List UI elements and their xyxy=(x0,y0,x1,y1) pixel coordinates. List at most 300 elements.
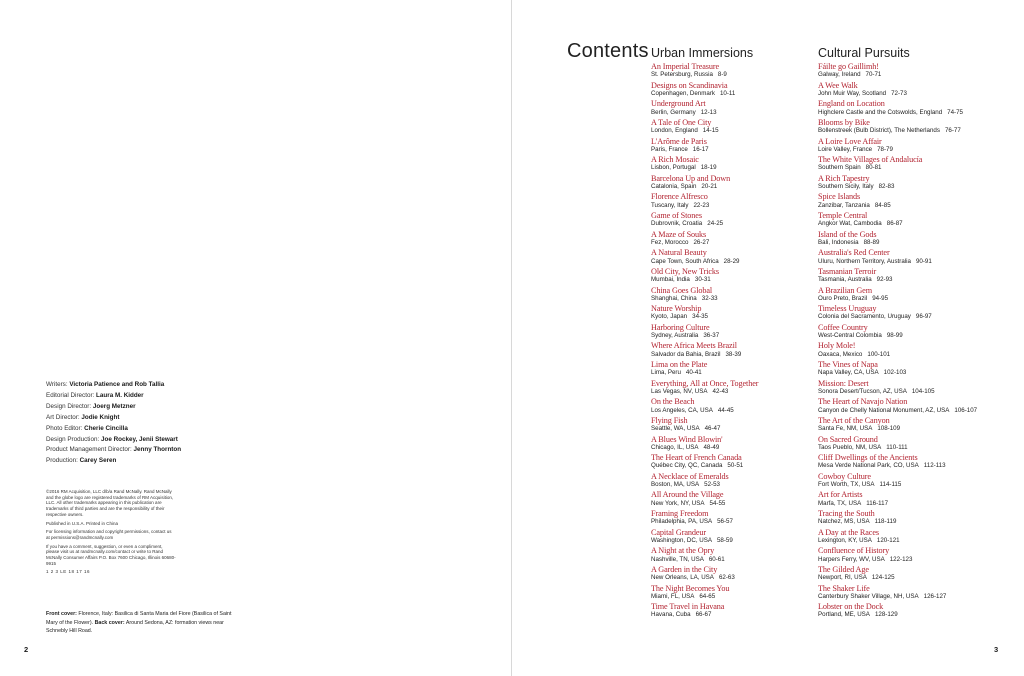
contents-entry[interactable] xyxy=(651,174,826,193)
entry-pages: 20-21 xyxy=(701,183,718,191)
entry-pages: 78-79 xyxy=(877,145,893,153)
contents-entry[interactable] xyxy=(651,137,826,156)
entry-title[interactable]: Cliff Dwellings of the Ancients xyxy=(818,453,918,463)
contents-entry[interactable] xyxy=(818,528,993,547)
entry-subline xyxy=(651,611,826,620)
contents-entry[interactable] xyxy=(651,397,826,416)
contents-entry[interactable] xyxy=(651,565,826,584)
credit-row xyxy=(46,391,246,402)
entry-location: Galway, Ireland xyxy=(818,71,861,79)
entry-title[interactable]: The White Villages of Andalucía xyxy=(818,155,923,165)
entry-location: Mumbai, India xyxy=(651,276,690,284)
entry-title[interactable]: L'Arôme de Paris xyxy=(651,136,707,146)
entry-pages: 24-25 xyxy=(707,220,724,228)
entry-pages: 8-9 xyxy=(717,71,727,79)
entry-pages: 28-29 xyxy=(723,257,740,265)
entry-pages: 58-59 xyxy=(716,536,733,544)
entry-pages: 38-39 xyxy=(725,350,742,358)
contents-entry[interactable] xyxy=(818,323,993,342)
entry-location: Ouro Preto, Brazil xyxy=(818,294,868,302)
entry-pages: 16-17 xyxy=(692,145,709,153)
entry-title[interactable]: Designs on Scandinavia xyxy=(651,80,728,90)
entry-location: Lexington, KY, USA xyxy=(818,536,872,544)
entry-pages: 108-109 xyxy=(877,425,901,433)
entry-pages: 84-85 xyxy=(874,201,891,209)
entry-subline xyxy=(818,109,993,118)
entry-subline xyxy=(651,388,826,397)
entry-location: Berlin, Germany xyxy=(651,108,696,116)
back-cover-text: Around Sedona, AZ: formation views near Schnebly Hill Road. xyxy=(46,619,224,635)
entry-location: Canterbury Shaker Village, NH, USA xyxy=(818,592,919,600)
entry-title[interactable]: A Maze of Souks xyxy=(651,229,707,239)
entry-subline xyxy=(818,127,993,136)
entry-location: Nashville, TN, USA xyxy=(651,555,704,563)
entry-subline xyxy=(651,313,826,322)
entry-title[interactable]: On the Beach xyxy=(651,397,695,407)
contents-entry[interactable] xyxy=(818,397,993,416)
copyright-paragraph: If you have a comment, suggestion, or even a compliment, please visit us at randmcnally.com/contact or write to Rand McNally Consumer Affairs P.O. Box 7600 Chicago, Illinois 60680-9915 xyxy=(46,543,176,566)
credit-name: Cherie Cincilla xyxy=(84,424,128,432)
contents-entry[interactable] xyxy=(651,528,826,547)
entry-subline xyxy=(818,146,993,155)
entry-subline xyxy=(651,202,826,211)
contents-entry[interactable] xyxy=(818,267,993,286)
entry-title[interactable]: A Natural Beauty xyxy=(651,248,707,258)
contents-entry[interactable] xyxy=(818,137,993,156)
entry-pages: 56-57 xyxy=(717,518,733,526)
entry-pages: 122-123 xyxy=(889,555,913,563)
entry-location: Colonia del Sacramento, Uruguay xyxy=(818,313,911,321)
left-page-number: 2 xyxy=(24,645,29,654)
entry-title[interactable]: A Garden in the City xyxy=(651,564,718,574)
contents-entry[interactable] xyxy=(651,341,826,360)
entry-subline xyxy=(651,258,826,267)
contents-entry[interactable] xyxy=(651,62,826,81)
entry-pages: 76-77 xyxy=(944,127,961,135)
entry-title[interactable]: Lobster on the Dock xyxy=(818,602,884,612)
contents-entry[interactable] xyxy=(651,248,826,267)
left-page xyxy=(0,0,511,676)
copyright-paragraph: For licensing information and copyright permissions, contact us at permissions@randmcnally.com xyxy=(46,529,172,540)
entry-pages: 128-129 xyxy=(874,611,898,619)
entry-subline xyxy=(651,90,826,99)
contents-entry[interactable] xyxy=(818,286,993,305)
entry-subline xyxy=(651,574,826,583)
entry-subline xyxy=(651,369,826,378)
entry-title[interactable]: A Blues Wind Blowin' xyxy=(651,434,723,444)
entry-subline xyxy=(818,462,993,471)
contents-entry[interactable] xyxy=(651,267,826,286)
entry-pages: 112-113 xyxy=(923,462,946,470)
column-heading: Cultural Pursuits xyxy=(818,46,910,60)
contents-entry[interactable] xyxy=(818,174,993,193)
entry-pages: 82-83 xyxy=(878,183,895,191)
entry-location: Highclere Castle and the Cotswolds, England xyxy=(818,108,943,116)
contents-entry[interactable] xyxy=(651,286,826,305)
entry-title[interactable]: Cowboy Culture xyxy=(818,471,871,481)
contents-entry[interactable] xyxy=(651,490,826,509)
entry-title[interactable]: Australia's Red Center xyxy=(818,248,890,258)
entry-subline xyxy=(651,425,826,434)
entry-location: John Muir Way, Scotland xyxy=(818,89,887,97)
entry-title[interactable]: All Around the Village xyxy=(651,490,724,500)
credit-role: Photo Editor: xyxy=(46,424,83,432)
credit-role: Production: xyxy=(46,457,78,465)
entry-subline xyxy=(818,295,993,304)
entry-pages: 42-43 xyxy=(712,387,729,395)
entry-location: Taos Pueblo, NM, USA xyxy=(818,443,882,451)
entry-title[interactable]: On Sacred Ground xyxy=(818,434,878,444)
entry-title[interactable]: Nature Worship xyxy=(651,304,702,314)
contents-entry[interactable] xyxy=(818,192,993,211)
entry-title[interactable]: Capital Grandeur xyxy=(651,527,707,537)
contents-entry[interactable] xyxy=(818,584,993,603)
entry-title[interactable]: Florence Alfresco xyxy=(651,192,708,202)
contents-entry[interactable] xyxy=(651,546,826,565)
entry-pages: 48-49 xyxy=(703,443,720,451)
entry-subline xyxy=(651,351,826,360)
entry-pages: 114-115 xyxy=(879,481,902,489)
entry-pages: 70-71 xyxy=(865,71,882,79)
entry-location: Dubrovnik, Croatia xyxy=(651,220,703,228)
entry-title[interactable]: Game of Stones xyxy=(651,211,702,220)
contents-entry[interactable] xyxy=(651,416,826,435)
entry-pages: 36-37 xyxy=(703,332,720,340)
entry-location: Southern Spain xyxy=(818,164,861,172)
entry-location: Newport, RI, USA xyxy=(818,574,867,582)
copyright-paragraph: 1 2 3 LE 18 17 16 xyxy=(46,569,91,575)
contents-entry[interactable] xyxy=(651,602,826,621)
contents-entry[interactable] xyxy=(651,155,826,174)
contents-entry[interactable] xyxy=(818,360,993,379)
entry-subline xyxy=(818,425,993,434)
entry-subline xyxy=(818,276,993,285)
credit-name: Laura M. Kidder xyxy=(96,391,144,399)
entry-location: Kyoto, Japan xyxy=(651,313,688,321)
entry-location: Angkor Wat, Cambodia xyxy=(818,220,882,228)
entry-location: Copenhagen, Denmark xyxy=(651,89,715,97)
entry-subline xyxy=(651,295,826,304)
entry-location: Oaxaca, Mexico xyxy=(818,350,863,358)
entry-title[interactable]: A Tale of One City xyxy=(651,117,712,127)
entry-pages: 126-127 xyxy=(923,592,947,600)
entry-title[interactable]: Spice Islands xyxy=(818,192,861,202)
contents-entry[interactable] xyxy=(818,416,993,435)
entry-pages: 44-45 xyxy=(717,406,734,414)
credit-name: Joe Rockey, Jenii Stewart xyxy=(100,435,178,443)
credit-row xyxy=(46,402,246,413)
credit-role: Editorial Director: xyxy=(46,391,95,399)
contents-entry[interactable] xyxy=(818,435,993,454)
entry-pages: 92-93 xyxy=(876,276,893,284)
credit-name: Jenny Thornton xyxy=(133,446,182,454)
entry-pages: 12-13 xyxy=(700,108,717,116)
contents-entry[interactable] xyxy=(651,81,826,100)
entry-location: St. Petersburg, Russia xyxy=(651,71,713,79)
entry-location: Chicago, IL, USA xyxy=(651,443,699,451)
contents-entry[interactable] xyxy=(651,379,826,398)
entry-title[interactable]: Mission: Desert xyxy=(818,378,869,388)
contents-entry[interactable] xyxy=(651,99,826,118)
entry-pages: 104-105 xyxy=(911,387,935,395)
entry-pages: 60-61 xyxy=(708,555,725,563)
entry-subline xyxy=(651,593,826,602)
credit-name: Victoria Patience and Rob Tallia xyxy=(69,381,165,388)
entry-location: New York, NY, USA xyxy=(651,499,705,507)
entry-subline xyxy=(818,332,993,341)
contents-entry[interactable] xyxy=(651,509,826,528)
entry-title[interactable]: Temple Central xyxy=(818,211,868,220)
entry-subline xyxy=(651,444,826,453)
credit-name: Jodie Knight xyxy=(81,413,120,421)
contents-entry[interactable] xyxy=(818,118,993,137)
entry-subline xyxy=(651,239,826,248)
entry-pages: 72-73 xyxy=(891,89,907,97)
entry-subline xyxy=(651,537,826,546)
entry-title[interactable]: Island of the Gods xyxy=(818,229,877,239)
entry-title[interactable]: A Night at the Opry xyxy=(651,546,715,556)
entry-title[interactable]: Time Travel in Havana xyxy=(651,602,725,612)
entry-pages: 50-51 xyxy=(727,462,744,470)
entry-title[interactable]: An Imperial Treasure xyxy=(651,62,720,71)
contents-entry[interactable] xyxy=(651,472,826,491)
contents-entry[interactable] xyxy=(818,81,993,100)
entry-title[interactable]: Where Africa Meets Brazil xyxy=(651,341,737,351)
entry-pages: 102-103 xyxy=(883,369,907,377)
entry-subline xyxy=(651,183,826,192)
contents-heading: Contents xyxy=(567,40,649,62)
entry-location: Las Vegas, NV, USA xyxy=(651,387,708,395)
contents-entry[interactable] xyxy=(818,155,993,174)
entry-title[interactable]: Fáilte go Gaillimh! xyxy=(818,62,879,71)
credit-row xyxy=(46,413,246,424)
entry-title[interactable]: Flying Fish xyxy=(651,415,688,425)
contents-entry[interactable] xyxy=(818,379,993,398)
entry-location: Lima, Peru xyxy=(651,369,681,377)
entry-title[interactable]: A Wee Walk xyxy=(818,80,858,90)
entry-subline xyxy=(818,90,993,99)
credit-row xyxy=(46,445,246,456)
contents-entry[interactable] xyxy=(818,546,993,565)
entry-subline xyxy=(818,518,993,527)
entry-subline xyxy=(818,239,993,248)
contents-entry[interactable] xyxy=(818,509,993,528)
entry-pages: 116-117 xyxy=(866,499,889,507)
entry-subline xyxy=(651,164,826,173)
entry-pages: 10-11 xyxy=(719,89,736,97)
contents-entry[interactable] xyxy=(651,304,826,323)
contents-column-cultural xyxy=(818,46,993,621)
entry-subline xyxy=(818,593,993,602)
contents-entry[interactable] xyxy=(818,490,993,509)
entry-title[interactable]: The Heart of Navajo Nation xyxy=(818,397,908,407)
contents-entry[interactable] xyxy=(818,99,993,118)
entry-location: West-Central Colombia xyxy=(818,332,882,340)
entry-title[interactable]: Tracing the South xyxy=(818,509,875,518)
entry-title[interactable]: China Goes Global xyxy=(651,285,713,295)
copyright-block xyxy=(46,489,176,578)
entry-location: Fort Worth, TX, USA xyxy=(818,481,875,489)
contents-entry[interactable] xyxy=(818,211,993,230)
entry-title[interactable]: The Gilded Age xyxy=(818,564,869,574)
entry-subline xyxy=(818,202,993,211)
entry-location: Zanzibar, Tanzania xyxy=(818,201,870,209)
entry-title[interactable]: Timeless Uruguay xyxy=(818,304,877,314)
entry-location: Philadelphia, PA, USA xyxy=(651,518,713,526)
entry-pages: 124-125 xyxy=(871,574,895,582)
entry-pages: 30-31 xyxy=(694,276,711,284)
entry-subline xyxy=(651,127,826,136)
entry-pages: 46-47 xyxy=(704,425,721,433)
contents-entry[interactable] xyxy=(651,453,826,472)
entry-subline xyxy=(818,388,993,397)
entry-subline xyxy=(818,481,993,490)
contents-entry[interactable] xyxy=(651,584,826,603)
entry-location: Natchez, MS, USA xyxy=(818,518,870,526)
entry-title[interactable]: A Day at the Races xyxy=(818,527,879,537)
entry-location: Boston, MA, USA xyxy=(651,481,700,489)
entry-location: Uluru, Northern Territory, Australia xyxy=(818,257,911,265)
contents-column-urban xyxy=(651,46,826,621)
entry-location: Cape Town, South Africa xyxy=(651,257,719,265)
entry-pages: 32-33 xyxy=(701,294,718,302)
credit-row xyxy=(46,435,246,446)
entry-pages: 96-97 xyxy=(915,313,932,321)
entry-subline xyxy=(818,500,993,509)
entry-title[interactable]: Blooms by Bike xyxy=(818,117,870,127)
entry-subline xyxy=(818,369,993,378)
entry-subline xyxy=(651,276,826,285)
entry-pages: 86-87 xyxy=(886,220,903,228)
contents-entry[interactable] xyxy=(651,118,826,137)
entry-location: Havana, Cuba xyxy=(651,611,691,619)
entry-title[interactable]: A Brazilian Gem xyxy=(818,285,872,295)
contents-entry[interactable] xyxy=(818,304,993,323)
contents-entry[interactable] xyxy=(651,211,826,230)
entry-title[interactable]: A Loire Love Affair xyxy=(818,136,882,146)
entry-pages: 18-19 xyxy=(700,164,717,172)
back-cover-label: Back cover: xyxy=(94,619,125,626)
entry-title[interactable]: The Night Becomes You xyxy=(651,583,730,593)
entry-location: Sydney, Australia xyxy=(651,332,699,340)
entry-subline xyxy=(818,407,993,416)
entry-subline xyxy=(818,258,993,267)
contents-entry[interactable] xyxy=(651,360,826,379)
contents-entry[interactable] xyxy=(818,453,993,472)
entry-title[interactable]: Harboring Culture xyxy=(651,322,710,332)
entry-title[interactable]: Coffee Country xyxy=(818,322,868,332)
entry-pages: 98-99 xyxy=(886,332,903,340)
contents-entry[interactable] xyxy=(818,341,993,360)
front-cover-label: Front cover: xyxy=(46,611,77,617)
entry-location: Loire Valley, France xyxy=(818,145,873,153)
entry-subline xyxy=(651,332,826,341)
entry-subline xyxy=(651,481,826,490)
entry-pages: 120-121 xyxy=(876,536,900,544)
entry-pages: 54-55 xyxy=(709,499,726,507)
contents-entry[interactable] xyxy=(818,602,993,621)
entry-title[interactable]: The Shaker Life xyxy=(818,583,870,593)
contents-entry[interactable] xyxy=(818,230,993,249)
credit-role: Product Management Director: xyxy=(46,446,132,454)
entry-location: Napa Valley, CA, USA xyxy=(818,369,879,377)
entry-location: Bali, Indonesia xyxy=(818,238,859,246)
entry-title[interactable]: Underground Art xyxy=(651,99,706,109)
entry-title[interactable]: The Art of the Canyon xyxy=(818,415,890,425)
entry-title[interactable]: Everything, All at Once, Together xyxy=(651,378,759,388)
entry-subline xyxy=(818,71,993,80)
entry-location: Harpers Ferry, WV, USA xyxy=(818,555,885,563)
entry-location: Tasmania, Australia xyxy=(818,276,872,284)
credit-row xyxy=(46,380,246,391)
entry-subline xyxy=(818,611,993,620)
entry-location: Miami, FL, USA xyxy=(651,592,695,600)
entry-title[interactable]: Old City, New Tricks xyxy=(651,266,719,276)
contents-entry[interactable] xyxy=(818,248,993,267)
entry-subline xyxy=(818,574,993,583)
entry-location: Catalonia, Spain xyxy=(651,183,697,191)
entry-pages: 110-111 xyxy=(886,443,908,451)
entry-location: Québec City, QC, Canada xyxy=(651,462,723,470)
contents-entry[interactable] xyxy=(818,565,993,584)
contents-entry[interactable] xyxy=(651,323,826,342)
credit-name: Joerg Metzner xyxy=(92,402,136,410)
entry-pages: 118-119 xyxy=(874,518,897,526)
contents-entry[interactable] xyxy=(651,435,826,454)
entry-location: Sonora Desert/Tucson, AZ, USA xyxy=(818,387,907,395)
entry-title[interactable]: England on Location xyxy=(818,99,885,109)
entry-title[interactable]: Lima on the Plate xyxy=(651,360,708,369)
contents-entry[interactable] xyxy=(651,230,826,249)
entry-subline xyxy=(651,220,826,229)
entry-title[interactable]: The Heart of French Canada xyxy=(651,453,742,463)
entry-location: Canyon de Chelly National Monument, AZ, USA xyxy=(818,406,950,414)
entry-title[interactable]: Holy Mole! xyxy=(818,341,856,351)
entry-subline xyxy=(818,444,993,453)
entry-location: Paris, France xyxy=(651,145,688,153)
entry-pages: 52-53 xyxy=(704,481,720,489)
entry-subline xyxy=(818,220,993,229)
credit-role: Writers: xyxy=(46,381,68,388)
contents-entry[interactable] xyxy=(651,192,826,211)
entry-subline xyxy=(651,109,826,118)
entry-title[interactable]: Confluence of History xyxy=(818,546,890,556)
entry-title[interactable]: Tasmanian Terroir xyxy=(818,266,877,276)
entry-location: Shanghai, China xyxy=(651,294,697,302)
contents-entry[interactable] xyxy=(818,62,993,81)
entry-pages: 34-35 xyxy=(692,313,708,321)
credit-row xyxy=(46,456,246,467)
contents-entry[interactable] xyxy=(818,472,993,491)
entry-pages: 106-107 xyxy=(954,406,978,414)
entry-title[interactable]: A Rich Mosaic xyxy=(651,155,699,165)
entry-title[interactable]: A Rich Tapestry xyxy=(818,173,870,183)
entry-subline xyxy=(651,71,826,80)
credit-row xyxy=(46,424,246,435)
entry-pages: 88-89 xyxy=(863,238,880,246)
entry-subline xyxy=(818,537,993,546)
entry-title[interactable]: A Necklace of Emeralds xyxy=(651,471,729,481)
entry-title[interactable]: Barcelona Up and Down xyxy=(651,173,731,183)
entry-title[interactable]: The Vines of Napa xyxy=(818,360,878,369)
entry-pages: 26-27 xyxy=(693,238,710,246)
entry-location: Fez, Morocco xyxy=(651,238,689,246)
entry-subline xyxy=(818,313,993,322)
entry-title[interactable]: Art for Artists xyxy=(818,490,863,500)
credit-role: Design Director: xyxy=(46,402,92,410)
entry-title[interactable]: Framing Freedom xyxy=(651,509,709,518)
entry-location: Los Angeles, CA, USA xyxy=(651,406,713,414)
